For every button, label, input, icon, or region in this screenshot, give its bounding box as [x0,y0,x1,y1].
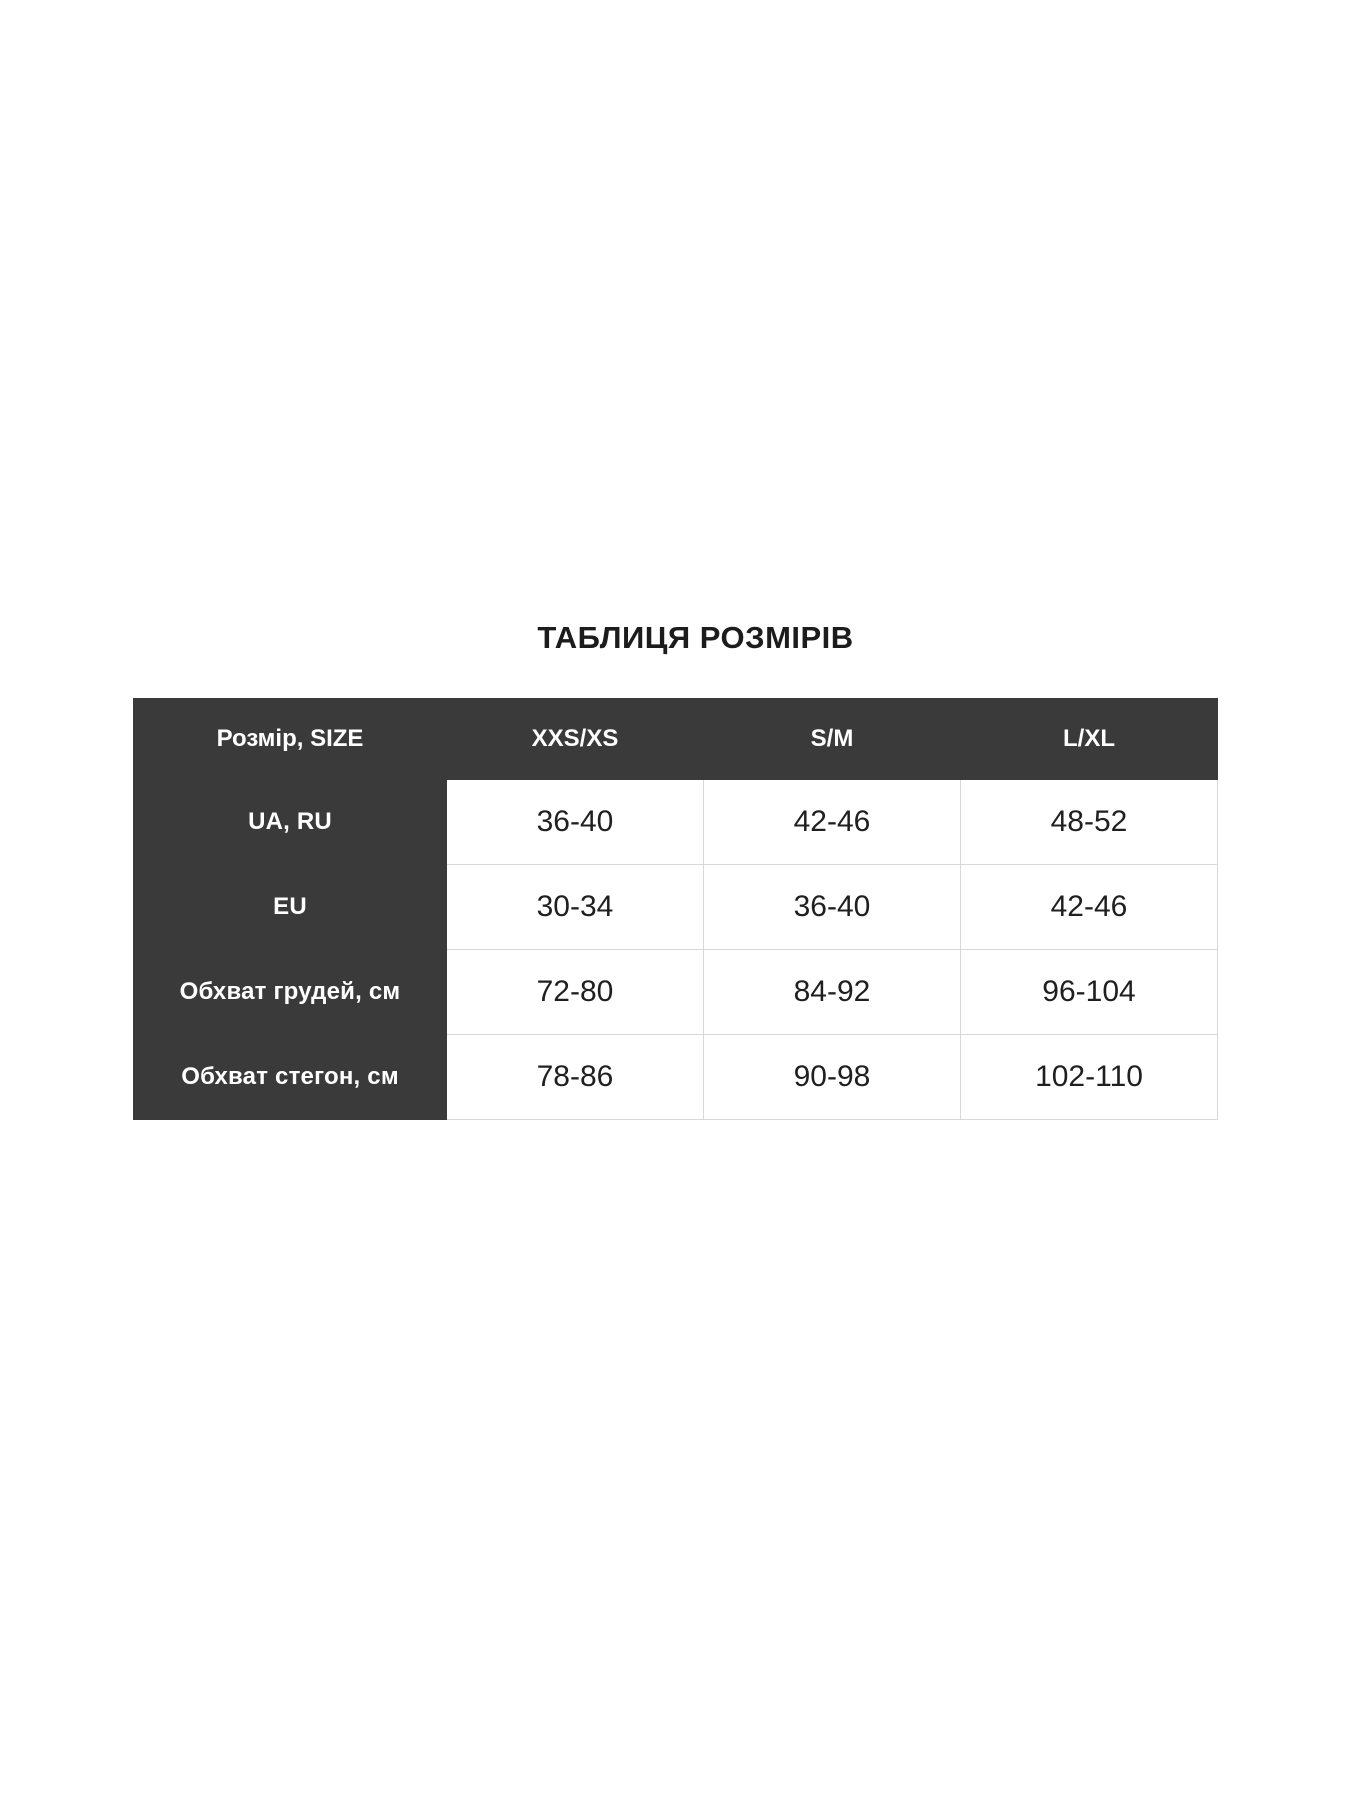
cell-eu-xxs-xs: 30-34 [447,865,704,950]
table-header-row [134,699,1218,780]
cell-eu-l-xl: 42-46 [961,865,1218,950]
cell-hips-l-xl: 102-110 [961,1035,1218,1120]
column-header-xxs-xs: XXS/XS [447,699,704,780]
table-row [134,865,1218,950]
cell-chest-s-m: 84-92 [704,950,961,1035]
size-chart [133,620,1218,1120]
column-header-l-xl: L/XL [961,699,1218,780]
row-label-chest: Обхват грудей, см [134,950,447,1035]
row-label-hips: Обхват стегон, см [134,1035,447,1120]
row-label-eu: EU [134,865,447,950]
column-header-s-m: S/M [704,699,961,780]
cell-chest-xxs-xs: 72-80 [447,950,704,1035]
cell-ua-ru-xxs-xs: 36-40 [447,780,704,865]
cell-ua-ru-l-xl: 48-52 [961,780,1218,865]
table-row [134,950,1218,1035]
cell-hips-s-m: 90-98 [704,1035,961,1120]
cell-eu-s-m: 36-40 [704,865,961,950]
cell-ua-ru-s-m: 42-46 [704,780,961,865]
table-row [134,1035,1218,1120]
cell-hips-xxs-xs: 78-86 [447,1035,704,1120]
column-header-size: Розмір, SIZE [134,699,447,780]
cell-chest-l-xl: 96-104 [961,950,1218,1035]
row-label-ua-ru: UA, RU [134,780,447,865]
table-row [134,780,1218,865]
size-table [133,698,1218,1120]
page-title: ТАБЛИЦЯ РОЗМІРІВ [537,620,854,655]
